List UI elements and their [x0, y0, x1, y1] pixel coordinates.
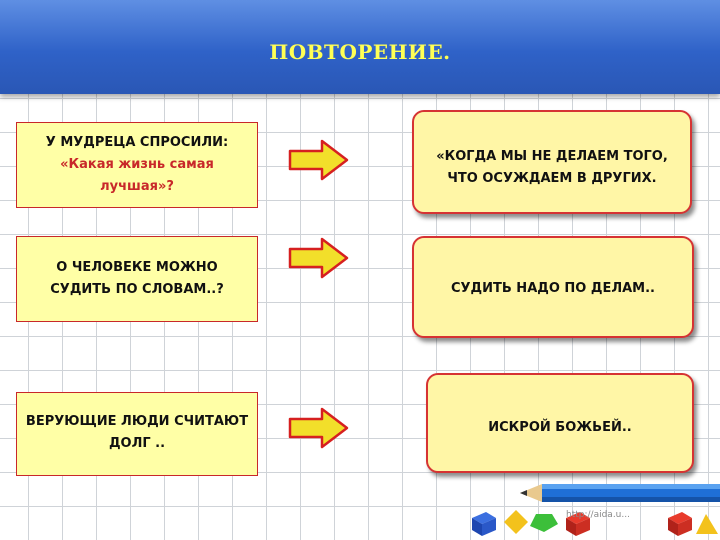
answer-box-3 — [426, 373, 694, 473]
pencil-icon — [520, 482, 720, 504]
question-2-line-1: О ЧЕЛОВЕКЕ МОЖНО — [56, 260, 218, 275]
question-box-3 — [16, 392, 258, 476]
right-arrow-icon — [288, 406, 350, 450]
answer-1-line-2: ЧТО ОСУЖДАЕМ В ДРУГИХ. — [447, 171, 657, 186]
slide-header — [0, 0, 720, 94]
right-arrow-icon — [288, 138, 350, 182]
answer-3-line-1: ИСКРОЙ БОЖЬЕЙ.. — [488, 420, 632, 435]
question-box-1 — [16, 122, 258, 208]
answer-box-1 — [412, 110, 692, 214]
question-1-line-3: лучшая»? — [100, 179, 174, 194]
question-1-line-2: «Какая жизнь самая — [60, 157, 214, 172]
answer-2-line-1: СУДИТЬ НАДО ПО ДЕЛАМ.. — [450, 281, 655, 296]
question-2-line-2: СУДИТЬ ПО СЛОВАМ..? — [50, 282, 224, 297]
question-1-line-1: У МУДРЕЦА СПРОСИЛИ: — [45, 135, 229, 150]
watermark-text: http://aida.u... — [566, 510, 630, 520]
answer-1-line-1: «КОГДА МЫ НЕ ДЕЛАЕМ ТОГО, — [436, 149, 668, 164]
right-arrow-icon — [288, 236, 350, 280]
answer-box-2 — [412, 236, 694, 338]
question-3-line-1: ВЕРУЮЩИЕ ЛЮДИ СЧИТАЮТ — [25, 414, 249, 429]
question-3-line-2: ДОЛГ .. — [108, 436, 166, 451]
question-box-2 — [16, 236, 258, 322]
slide-title: ПОВТОРЕНИЕ. — [269, 40, 451, 64]
